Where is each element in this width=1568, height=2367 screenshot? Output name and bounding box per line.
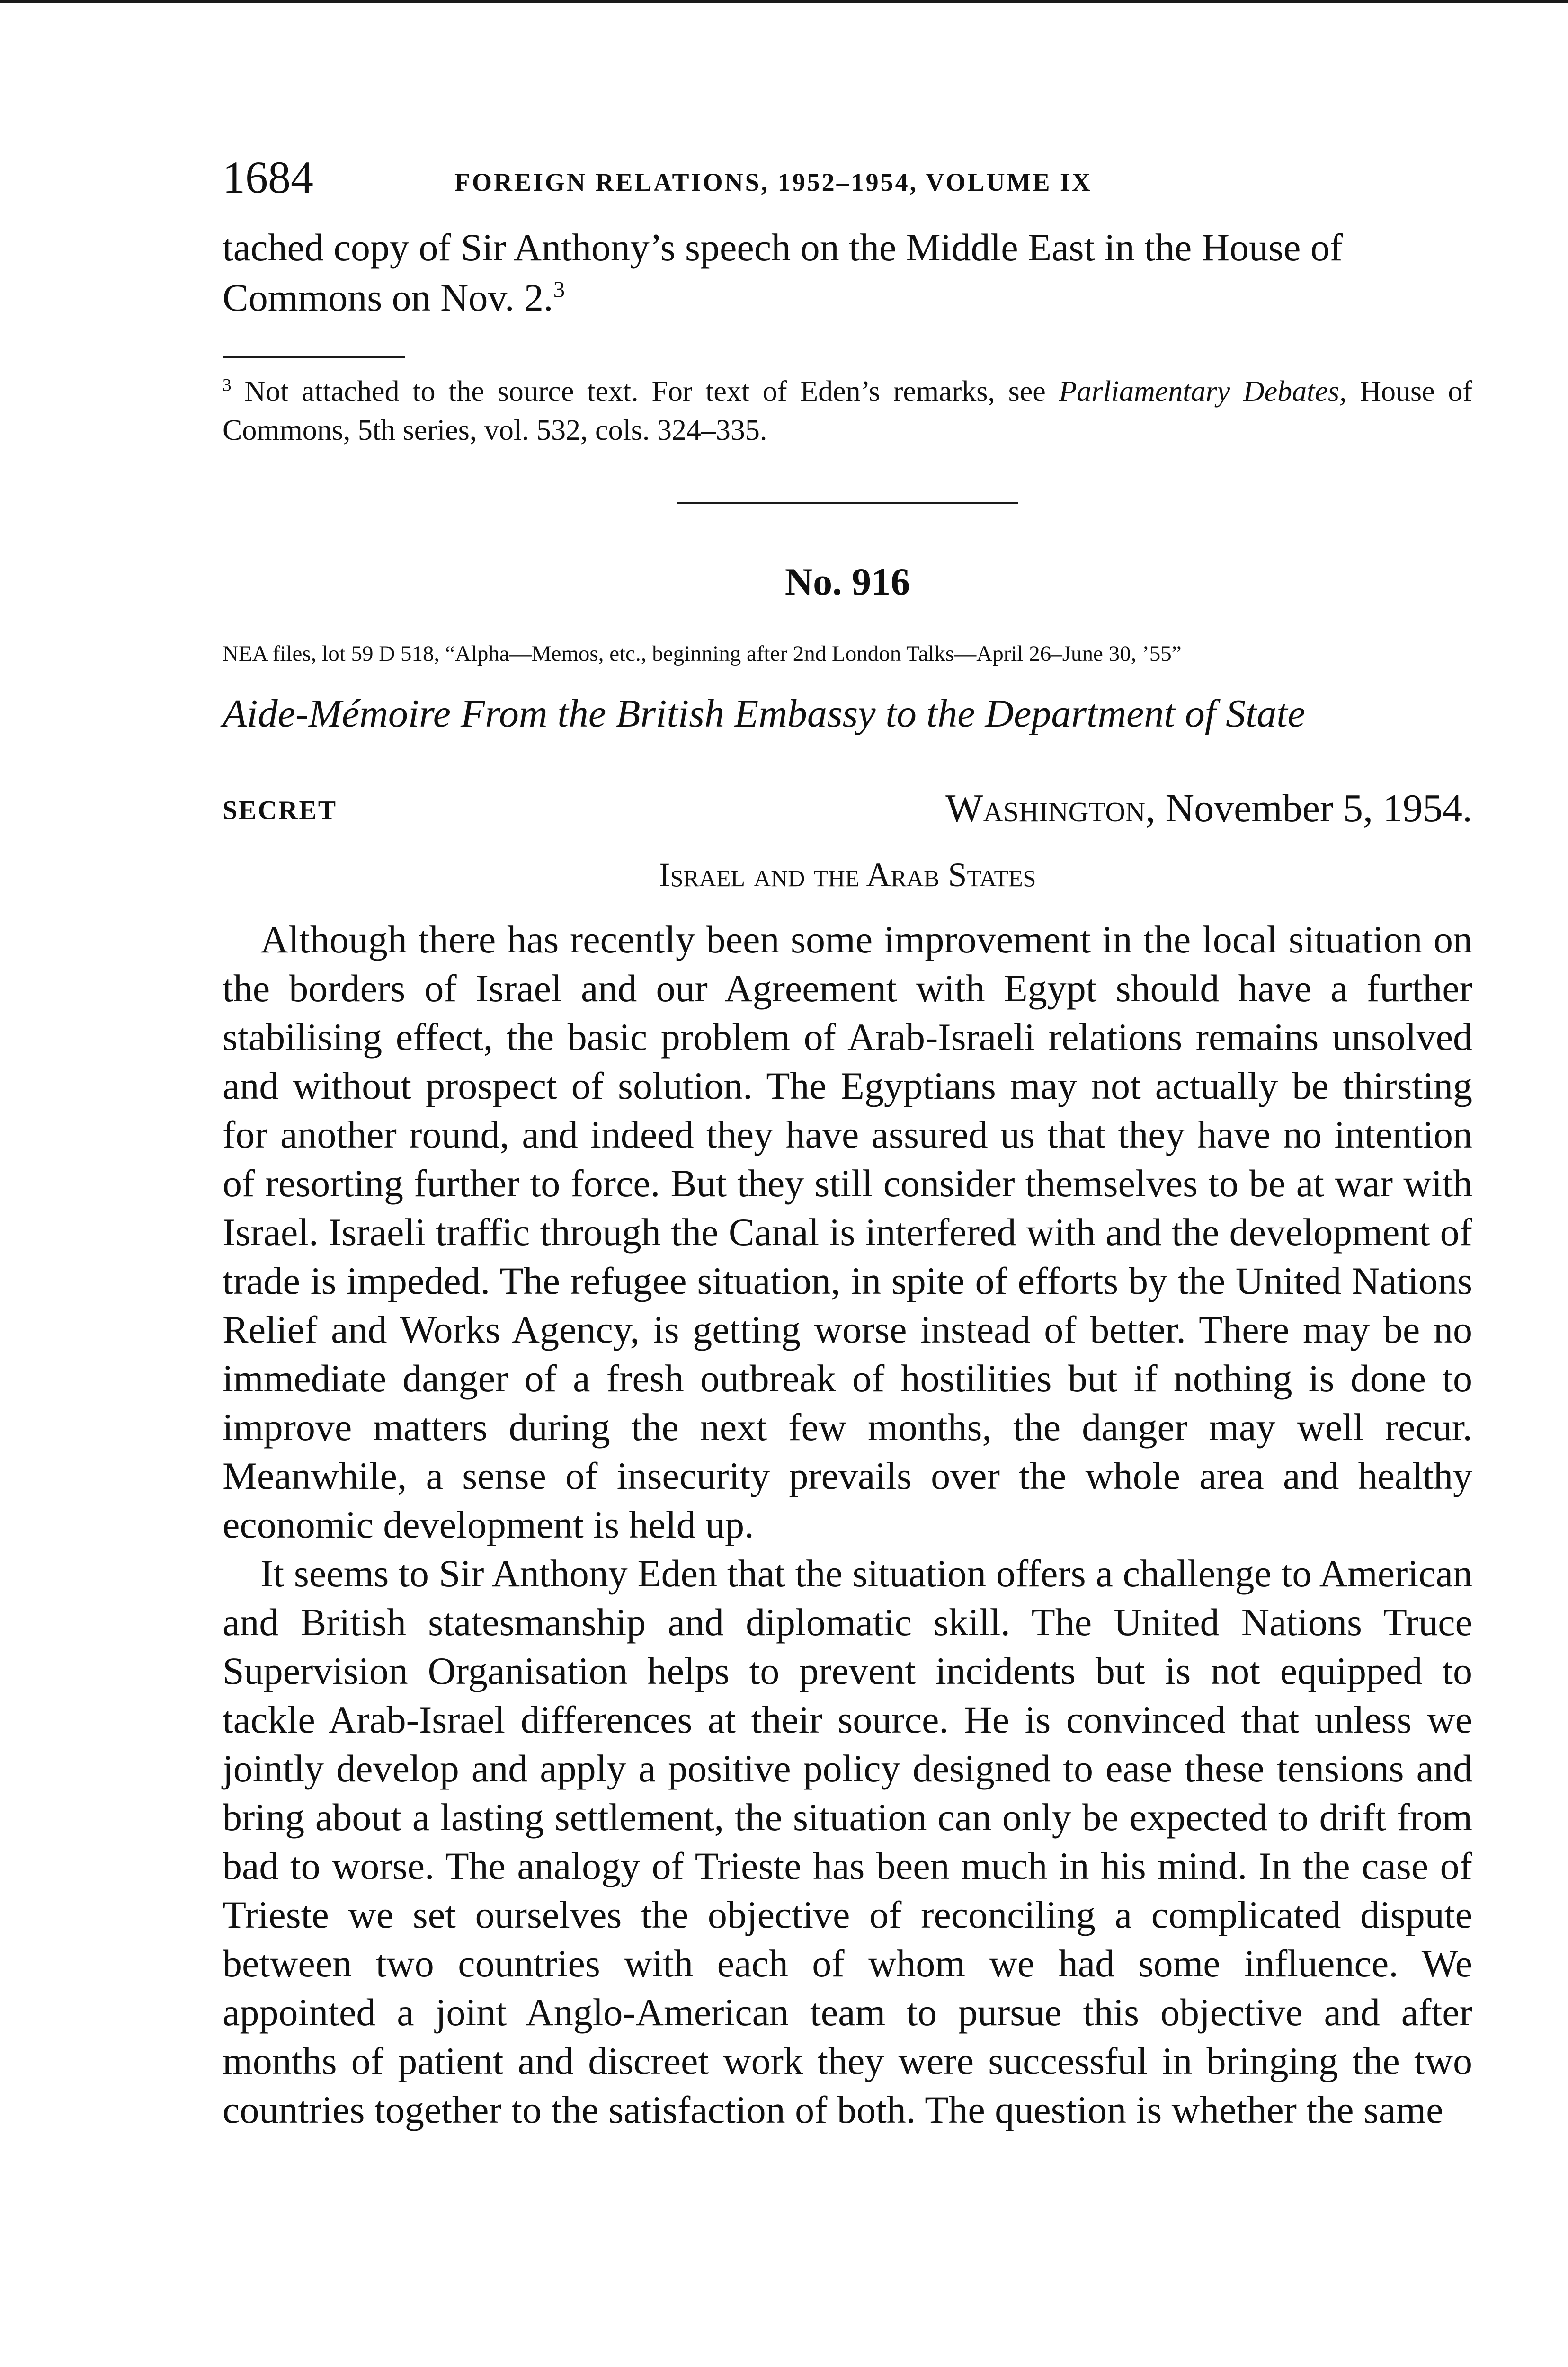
document-page (223, 151, 1472, 2134)
continuation-text: tached copy of Sir Anthony’s speech on the Middle East in the House of Commons on Nov. 2. (223, 226, 1343, 319)
page-top-edge (0, 0, 1568, 3)
document-number: No. 916 (784, 560, 910, 603)
running-head (223, 151, 1472, 213)
source-note: NEA files, lot 59 D 518, “Alpha—Memos, etc., beginning after 2nd London Talks—April 26–June 30, ’55” (223, 641, 1182, 666)
page-number: 1684 (223, 152, 313, 203)
footnote-italic-title: Parliamentary Debates, (1059, 375, 1347, 408)
dateline (223, 785, 1472, 832)
running-title: FOREIGN RELATIONS, 1952–1954, VOLUME IX (454, 168, 1093, 196)
footnote-text-after: House of Commons, 5th series, vol. 532, cols. 324–335. (223, 375, 1472, 446)
place: Washington, (945, 786, 1156, 830)
footnote-marker: 3 (223, 375, 232, 395)
section-divider (677, 502, 1018, 504)
classification-label: SECRET (223, 796, 338, 825)
body-paragraph-1: Although there has recently been some improvement in the local situation on the borders of Israel and our Agreement with Egypt should have a further stabilising effect, the basic problem of Arab-Israeli relations remains unsolved and without prospect of solution. The Egyptians may not actually be thirsting for another round, and indeed they have assured us that they have no intention of resorting further to force. But they still consider themselves to be at war with Israel. Israeli traffic through the Canal is interfered with and the development of trade is impeded. The refugee situation, in spite of efforts by the United Nations Relief and Works Agency, is getting worse instead of better. There may be no immediate danger of a fresh outbreak of hostilities but if nothing is done to improve matters during the next few months, the danger may well recur. Meanwhile, a sense of insecurity prevails over the whole area and healthy economic development is held up. (223, 918, 1472, 1546)
body-text (223, 915, 1472, 2134)
subject-heading: Israel and the Arab States (659, 856, 1036, 894)
document-title: Aide-Mémoire From the British Embassy to the Department of State (223, 692, 1306, 736)
continuation-paragraph (223, 222, 1472, 323)
footnote-text-before: Not attached to the source text. For text of Eden’s remarks, see (231, 375, 1059, 408)
footnote-reference: 3 (553, 276, 565, 303)
place-date (945, 785, 1472, 832)
footnote-divider (223, 356, 405, 358)
body-paragraph-2: It seems to Sir Anthony Eden that the situation offers a challenge to American and British statesmanship and diplomatic skill. The United Nations Truce Supervision Organisation helps to prevent incidents but is not equipped to tackle Arab-Israel differences at their source. He is convinced that unless we jointly develop and apply a positive policy designed to ease these tensions and bring about a lasting settlement, the situation can only be expected to drift from bad to worse. The analogy of Trieste has been much in his mind. In the case of Trieste we set ourselves the objective of reconciling a complicated dispute between two countries with each of whom we had some influence. We appointed a joint Anglo-American team to pursue this objective and after months of patient and discreet work they were successful in bringing the two countries together to the satisfaction of both. The question is whether the same (223, 1552, 1472, 2131)
footnote (223, 372, 1472, 450)
date: November 5, 1954. (1155, 786, 1472, 830)
